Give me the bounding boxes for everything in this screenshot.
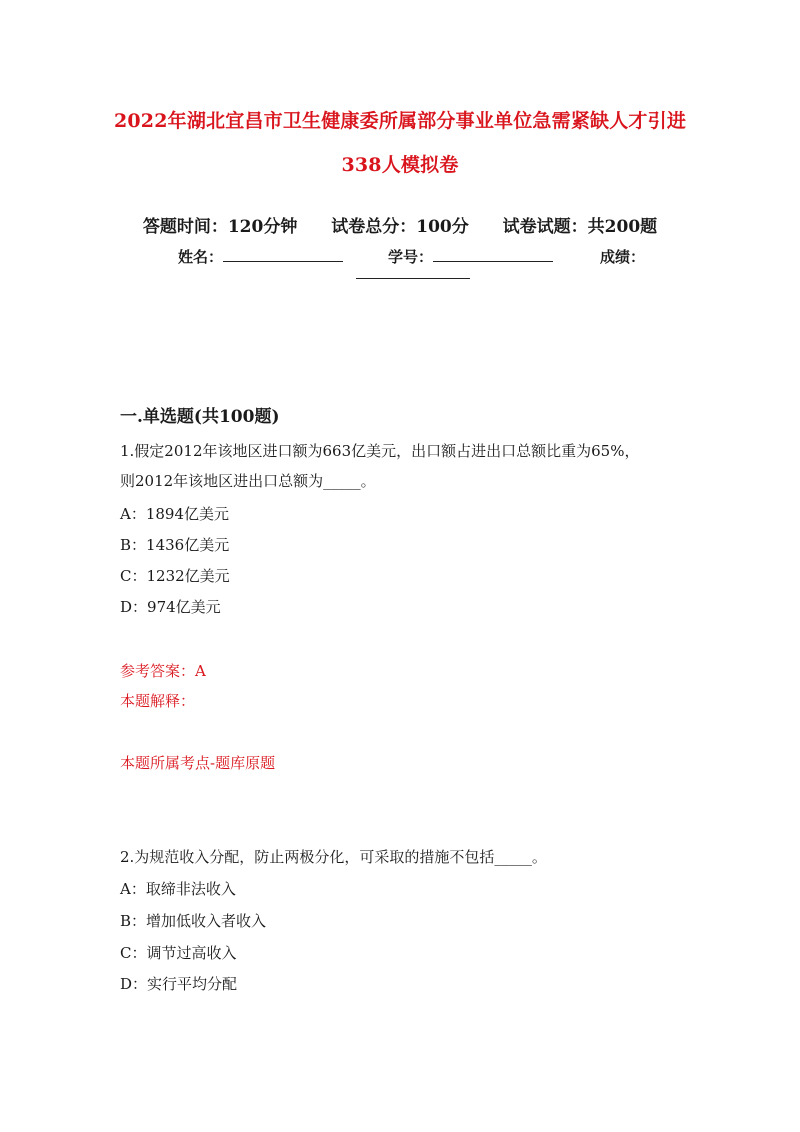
score-field xyxy=(600,246,645,267)
score-blank[interactable] xyxy=(356,264,470,279)
question-2-option-a: A：取缔非法收入 xyxy=(120,880,236,898)
question-1-option-a: A：1894亿美元 xyxy=(120,505,230,523)
name-blank[interactable] xyxy=(223,246,343,262)
question-1-option-b: B：1436亿美元 xyxy=(120,536,230,554)
exam-total-score: 试卷总分：100分 xyxy=(331,217,469,237)
exam-title-line1: 2022年湖北宜昌市卫生健康委所属部分事业单位急需紧缺人才引进 xyxy=(113,110,687,132)
exam-title-line2: 338人模拟卷 xyxy=(341,154,459,176)
question-1-option-d: D：974亿美元 xyxy=(120,598,221,616)
question-2-option-d: D：实行平均分配 xyxy=(120,975,238,993)
question-1-stem-line2: 则2012年该地区进出口总额为_____。 xyxy=(120,472,376,490)
question-1-topic: 本题所属考点-题库原题 xyxy=(120,754,276,772)
question-1-answer: 参考答案：A xyxy=(120,662,206,680)
question-2-stem: 2.为规范收入分配，防止两极分化，可采取的措施不包括_____。 xyxy=(120,848,547,866)
question-1-option-c: C：1232亿美元 xyxy=(120,567,230,585)
id-label: 学号： xyxy=(388,248,434,266)
id-blank[interactable] xyxy=(433,246,553,262)
score-label: 成绩： xyxy=(600,248,646,266)
question-1-explanation: 本题解释： xyxy=(120,692,196,710)
question-2-option-c: C：调节过高收入 xyxy=(120,944,237,962)
question-2-option-b: B：增加低收入者收入 xyxy=(120,912,267,930)
exam-question-count: 试卷试题：共200题 xyxy=(502,217,658,237)
name-field xyxy=(178,246,343,267)
section-title: 一.单选题(共100题) xyxy=(120,407,280,427)
name-label: 姓名： xyxy=(178,248,224,266)
exam-time: 答题时间：120分钟 xyxy=(142,217,298,237)
exam-meta xyxy=(0,212,800,237)
question-1-stem-line1: 1.假定2012年该地区进口额为663亿美元，出口额占进出口总额比重为65%， xyxy=(120,442,640,460)
